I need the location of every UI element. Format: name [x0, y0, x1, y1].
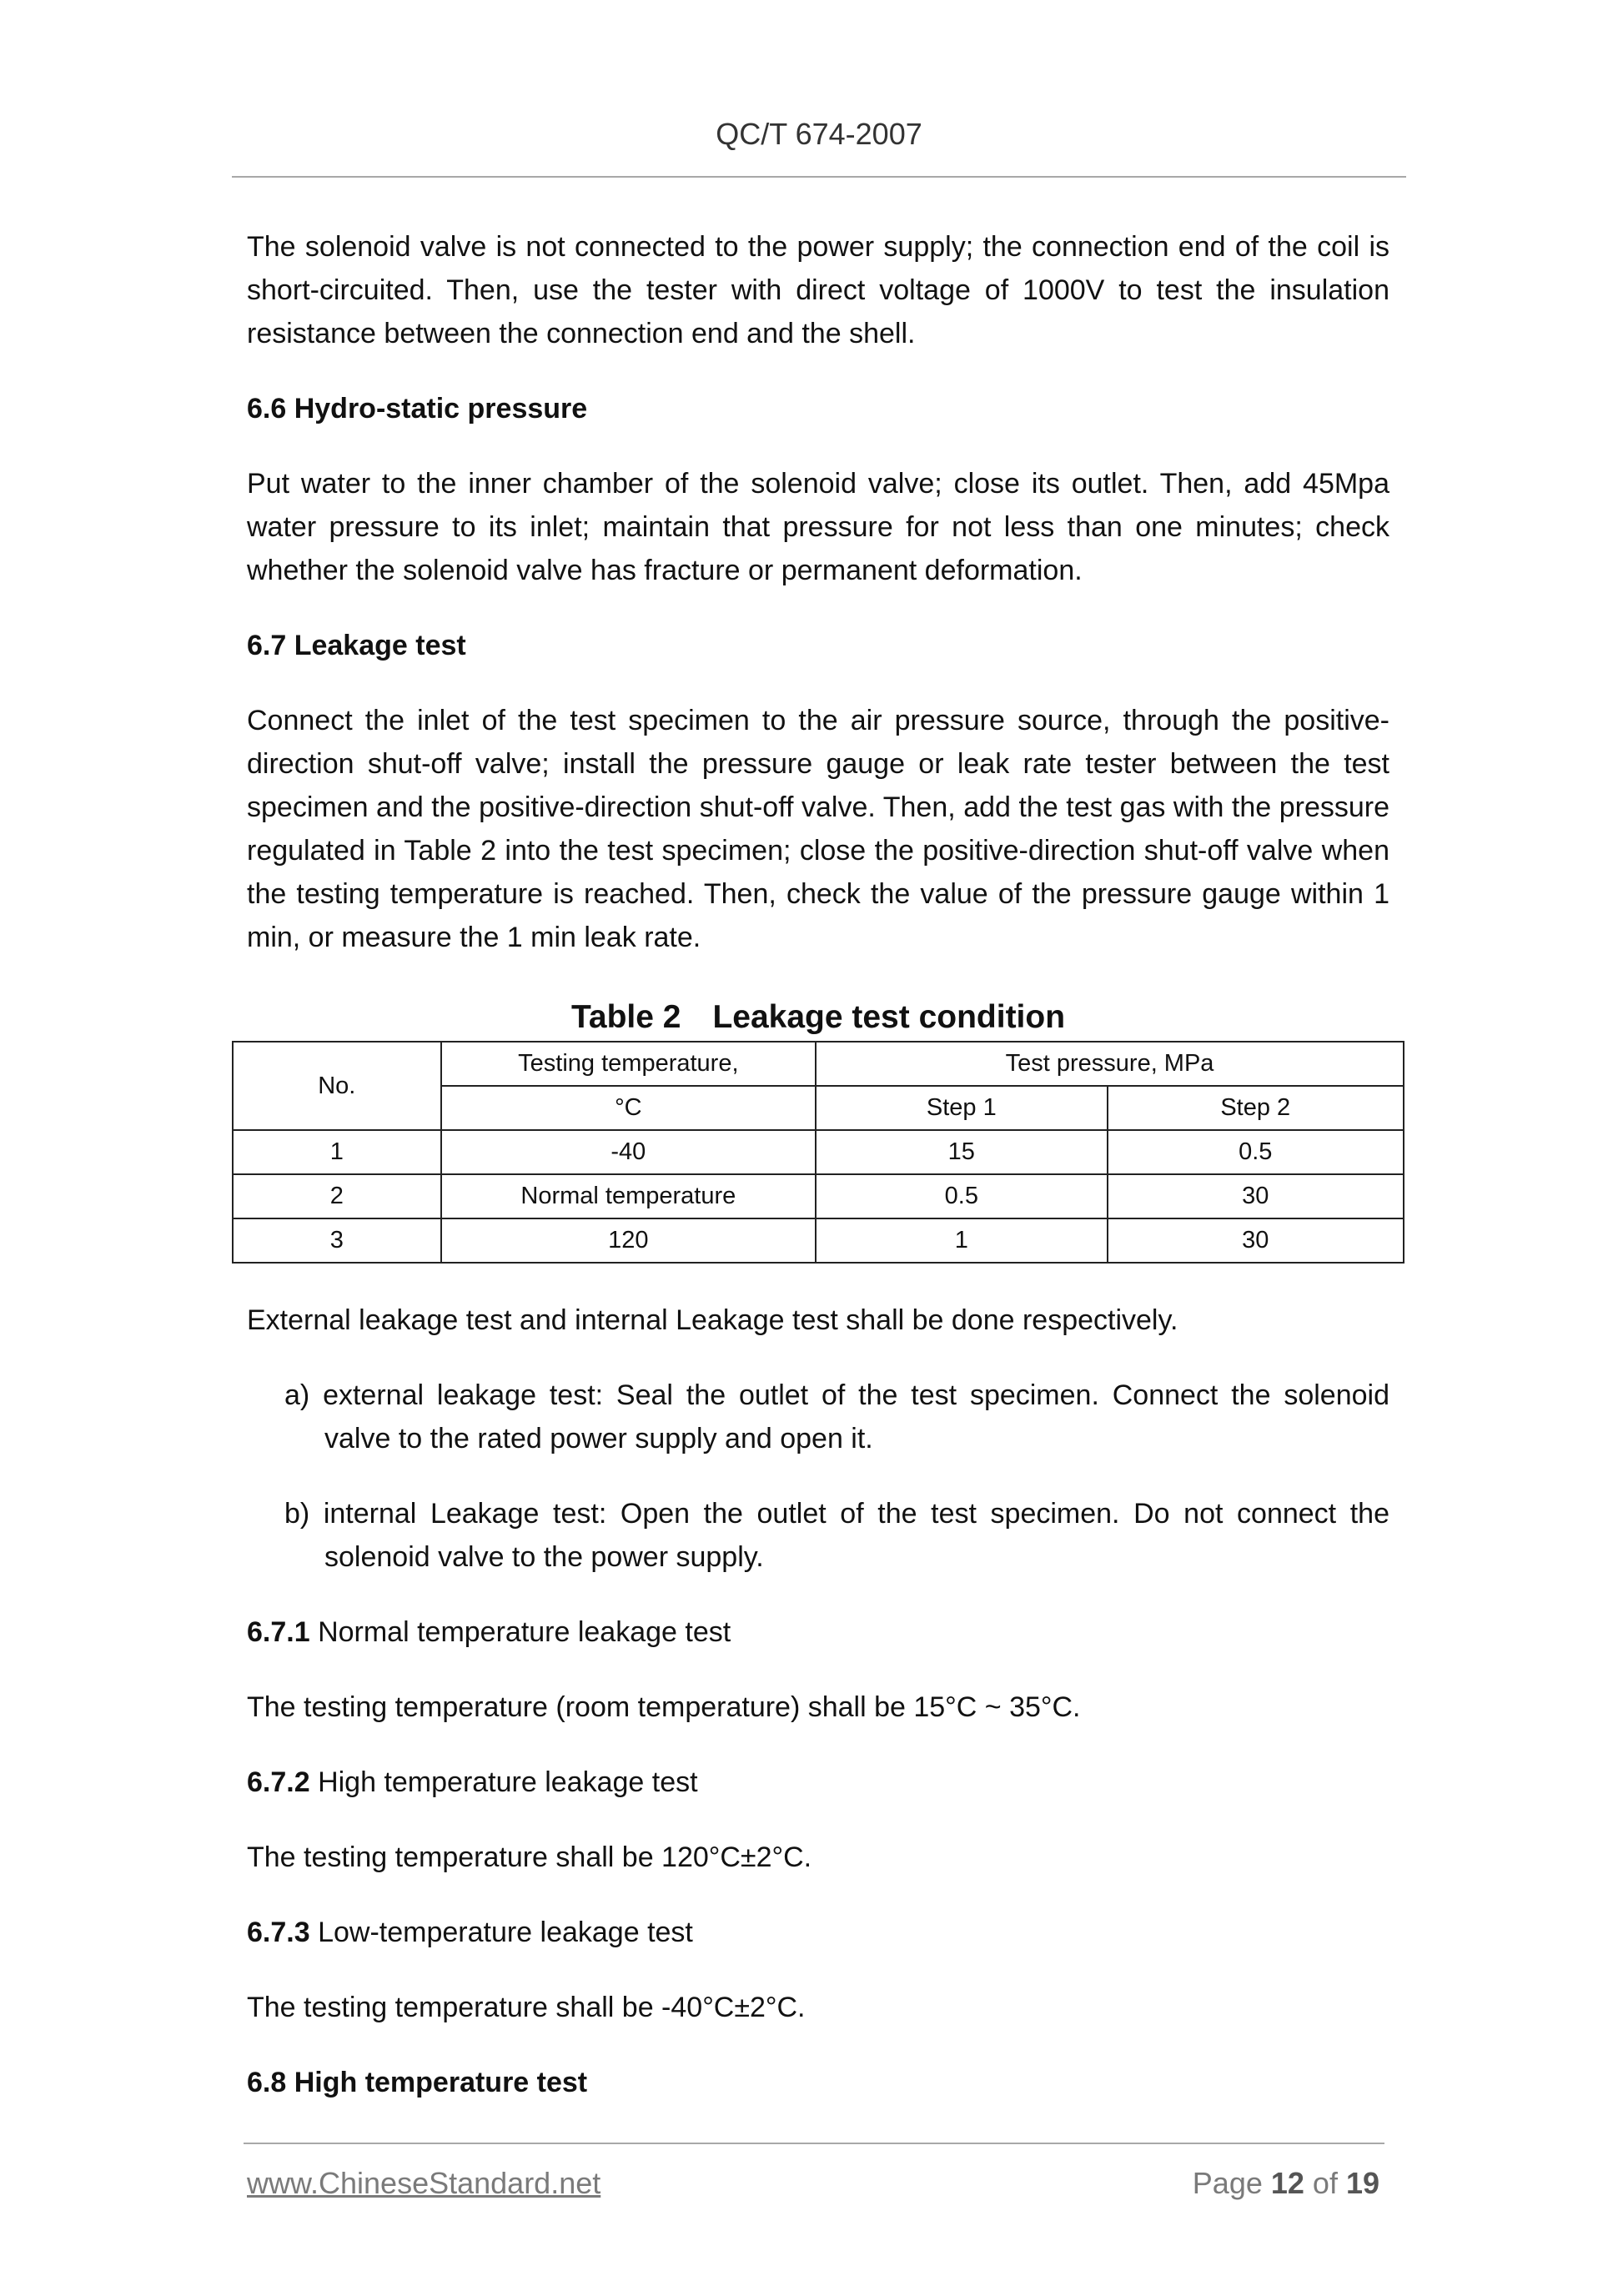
header-divider: [232, 176, 1406, 178]
cell-temp: -40: [441, 1130, 816, 1174]
section-heading-6-6: 6.6 Hydro-static pressure: [247, 393, 588, 425]
leakage-paragraph: Connect the inlet of the test specimen to the air pressure source, through the positive-direction shut-off valve; install the pressure gauge or leak rate tester between the test specimen and the positive-direction shut-off valve. Then, add the test gas with the pressure regulated in Table 2 into the test specimen; close the positive-direction shut-off valve when the testing temperature is reached. Then, check the value of the pressure gauge within 1 min, or measure the 1 min leak rate.: [247, 705, 1389, 953]
cell-step1: 0.5: [816, 1174, 1107, 1218]
section-title: High temperature leakage test: [309, 1766, 698, 1798]
cell-no: 2: [233, 1174, 441, 1218]
room-temp-paragraph: The testing temperature (room temperature) shall be 15°C ~ 35°C.: [247, 1691, 1081, 1723]
cell-step2: 30: [1108, 1218, 1404, 1263]
document-code-header: QC/T 674-2007: [716, 117, 922, 151]
table-row: [233, 1174, 1404, 1218]
header-temp-line1: Testing temperature,: [441, 1042, 816, 1086]
table-caption: [247, 997, 1389, 1037]
section-heading-6-7-2: [247, 1761, 1389, 1804]
cell-step1: 1: [816, 1218, 1107, 1263]
header-no: No.: [233, 1042, 441, 1130]
low-temp-paragraph: The testing temperature shall be -40°C±2°C.: [247, 1992, 806, 2023]
section-number: 6.7.2: [247, 1766, 310, 1798]
section-title: Low-temperature leakage test: [309, 1917, 693, 1948]
page-word: Page: [1192, 2166, 1271, 2200]
cell-step2: 0.5: [1108, 1130, 1404, 1174]
section-title: Normal temperature leakage test: [309, 1616, 731, 1648]
website-link[interactable]: www.ChineseStandard.net: [247, 2166, 601, 2200]
cell-no: 3: [233, 1218, 441, 1263]
cell-step1: 15: [816, 1130, 1107, 1174]
insulation-paragraph: The solenoid valve is not connected to the power supply; the connection end of the coil is short-circuited. Then, use the tester with direct voltage of 1000V to test the insulation resistance between the connection end and the shell.: [247, 231, 1389, 349]
cell-step2: 30: [1108, 1174, 1404, 1218]
table-row: [233, 1218, 1404, 1263]
page-content: [247, 225, 1389, 2104]
page-of: of: [1304, 2166, 1346, 2200]
cell-temp: Normal temperature: [441, 1174, 816, 1218]
table-caption-number: Table 2: [570, 999, 681, 1035]
table-header-row: [233, 1042, 1404, 1086]
list-item-b: b) internal Leakage test: Open the outlet of the test specimen. Do not connect the solenoid valve to the power supply.: [284, 1498, 1389, 1573]
list-item-a: a) external leakage test: Seal the outlet of the test specimen. Connect the solenoid valve to the rated power supply and open it.: [284, 1379, 1389, 1454]
total-pages: 19: [1345, 2166, 1379, 2200]
section-heading-6-7: 6.7 Leakage test: [247, 630, 466, 661]
section-heading-6-7-3: [247, 1911, 1389, 1954]
section-number: 6.7.3: [247, 1917, 310, 1948]
hydrostatic-paragraph: Put water to the inner chamber of the solenoid valve; close its outlet. Then, add 45Mpa water pressure to its inlet; maintain that pressure for not less than one minutes; check whether the solenoid valve has fracture or permanent deformation.: [247, 468, 1389, 586]
external-internal-paragraph: External leakage test and internal Leakage test shall be done respectively.: [247, 1304, 1178, 1336]
section-number: 6.7.1: [247, 1616, 310, 1648]
table-row: [233, 1130, 1404, 1174]
cell-temp: 120: [441, 1218, 816, 1263]
header-step2: Step 2: [1108, 1086, 1404, 1130]
table-caption-title: Leakage test condition: [712, 999, 1066, 1035]
header-pressure: Test pressure, MPa: [816, 1042, 1404, 1086]
section-heading-6-7-1: [247, 1610, 1389, 1654]
header-step1: Step 1: [816, 1086, 1107, 1130]
page-number: [1193, 2166, 1379, 2201]
cell-no: 1: [233, 1130, 441, 1174]
leakage-condition-table: [232, 1041, 1404, 1264]
current-page: 12: [1270, 2166, 1304, 2200]
header-temp-line2: °C: [441, 1086, 816, 1130]
section-heading-6-8: 6.8 High temperature test: [247, 2067, 588, 2098]
footer-divider: [244, 2143, 1384, 2144]
high-temp-paragraph: The testing temperature shall be 120°C±2°C.: [247, 1841, 812, 1873]
